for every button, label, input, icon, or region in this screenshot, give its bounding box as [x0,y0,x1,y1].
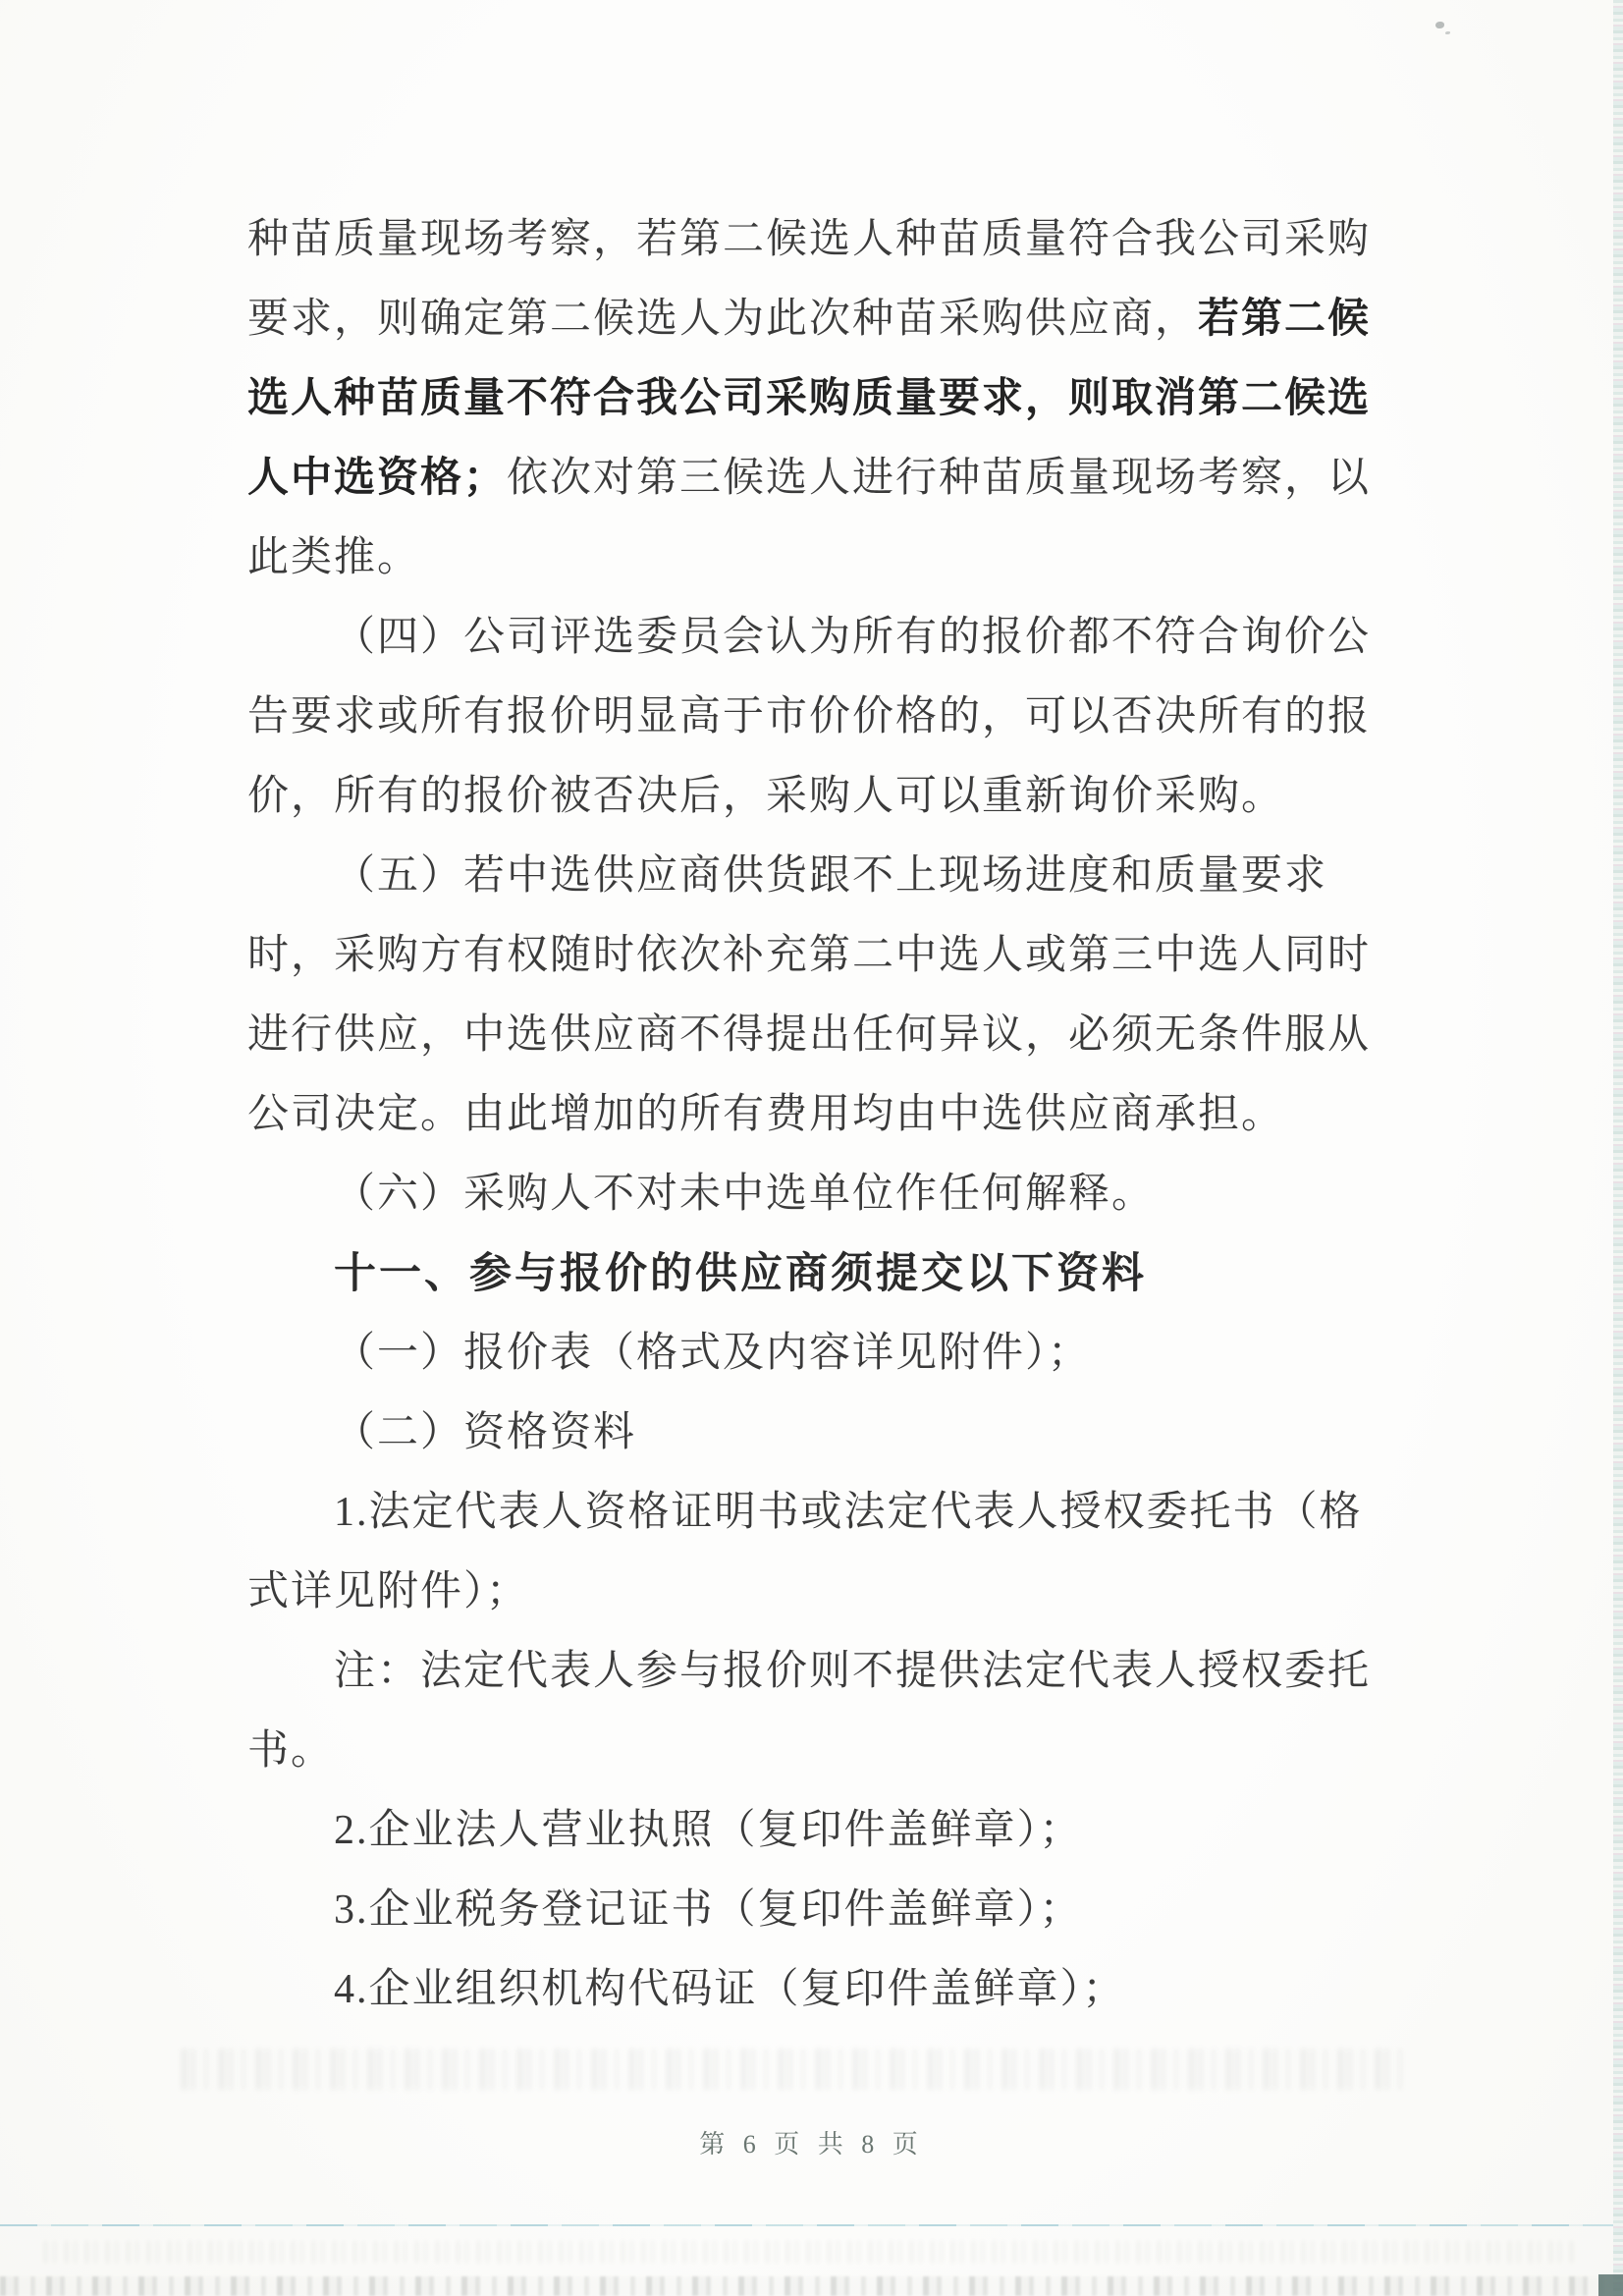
text-line [247,1155,1386,1234]
text-line [247,1075,1386,1155]
scan-edge-artifact-bottom [0,2276,1623,2296]
text-line [247,1394,1386,1473]
text-segment: （五）若中选供应商供货跟不上现场进度和质量要求 [334,853,1328,899]
text-line [247,1950,1386,2030]
text-segment: （二）资格资料 [334,1410,637,1455]
text-segment: 1.法定代表人资格证明书或法定代表人授权委托书（格 [334,1490,1363,1535]
text-segment: 告要求或所有报价明显高于市价价格的，可以否决所有的报 [247,694,1372,739]
text-segment: 式详见附件）； [247,1569,530,1614]
text-segment: 此类推。 [247,535,421,580]
text-line [247,359,1386,439]
text-line [247,916,1386,996]
text-segment: 时，采购方有权随时依次补充第二中选人或第三中选人同时 [247,933,1372,978]
text-segment: 种苗质量现场考察，若第二候选人种苗质量符合我公司采购 [247,217,1372,262]
text-line [247,1632,1386,1712]
section-heading-line [247,1234,1386,1314]
text-line [247,280,1386,359]
text-segment: 注：法定代表人参与报价则不提供法定代表人授权委托 [334,1649,1372,1694]
text-line [247,1473,1386,1553]
bleedthrough-text-artifact [182,2049,1404,2090]
text-segment: 4.企业组织机构代码证（复印件盖鲜章）； [334,1967,1126,2012]
text-segment: （一）报价表（格式及内容详见附件）； [334,1331,1092,1376]
text-segment: 若第二候 [1198,297,1372,342]
text-line [247,678,1386,757]
text-segment: 十一、参与报价的供应商须提交以下资料 [334,1250,1147,1297]
text-segment: 2.企业法人营业执照（复印件盖鲜章）； [334,1808,1083,1853]
text-line [247,439,1386,519]
text-line [247,200,1386,280]
text-segment: 书。 [247,1728,335,1774]
text-line [247,1314,1386,1394]
page-number: 第 6 页 共 8 页 [699,2130,924,2159]
text-line [247,996,1386,1075]
document-text-block [247,200,1386,2030]
text-segment: （四）公司评选委员会认为所有的报价都不符合询价公 [334,615,1372,660]
text-line [247,1791,1386,1871]
scan-separator-line [0,2224,1623,2226]
text-segment: 选人种苗质量不符合我公司采购质量要求，则取消第二候选 [247,376,1372,421]
text-line [247,519,1386,598]
text-segment: 价，所有的报价被否决后，采购人可以重新询价采购。 [247,774,1285,819]
text-line [247,1712,1386,1791]
text-line [247,1553,1386,1632]
text-segment: 依次对第三候选人进行种苗质量现场考察，以 [507,456,1372,501]
text-segment: 要求，则确定第二候选人为此次种苗采购供应商， [247,297,1199,342]
text-line [247,757,1386,837]
scan-edge-artifact-right [1613,0,1623,2296]
text-segment: 进行供应，中选供应商不得提出任何异议，必须无条件服从 [247,1012,1372,1058]
text-line [247,837,1386,916]
text-line [247,598,1386,678]
text-segment: （六）采购人不对未中选单位作任何解释。 [334,1172,1156,1217]
text-segment: 人中选资格； [247,456,508,501]
scan-speck [1435,22,1444,28]
text-line [247,1871,1386,1950]
scan-corner-artifact [1598,2274,1623,2296]
bleedthrough-text-artifact-lower [44,2241,1576,2263]
text-segment: 公司决定。由此增加的所有费用均由中选供应商承担。 [247,1092,1285,1137]
text-segment: 3.企业税务登记证书（复印件盖鲜章）； [334,1887,1083,1933]
